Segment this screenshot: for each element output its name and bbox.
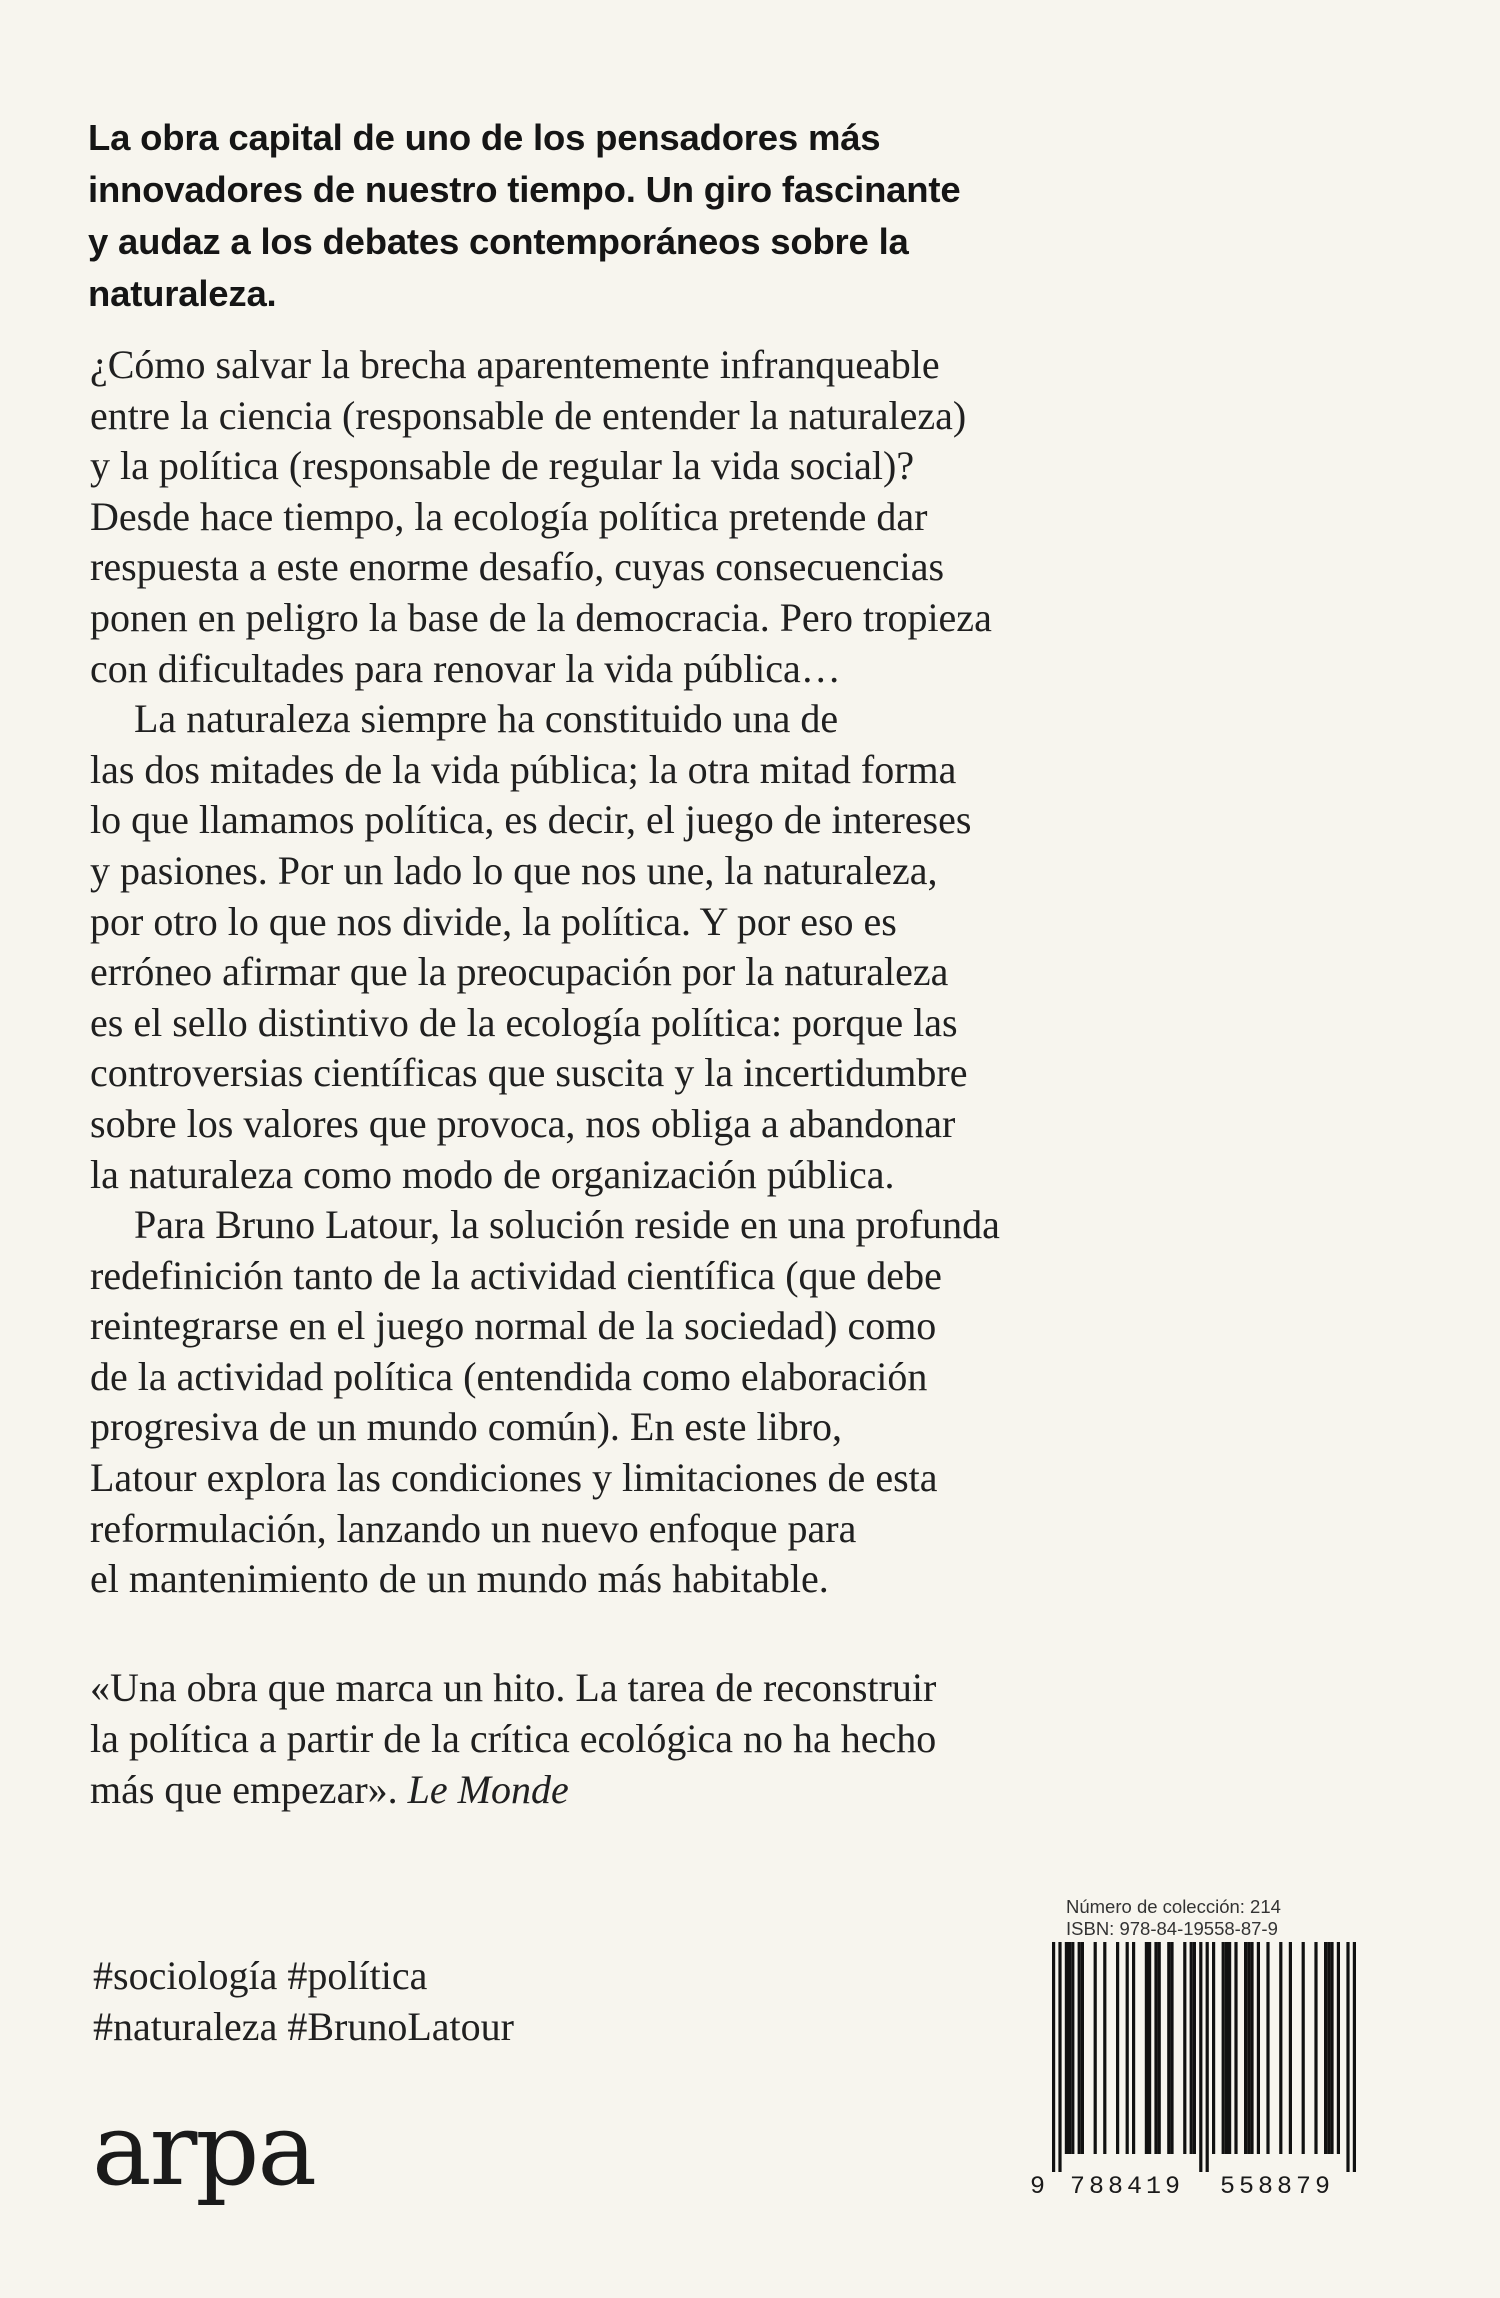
synopsis-line: Para Bruno Latour, la solución reside en una profunda bbox=[134, 1202, 1000, 1248]
barcode-bar bbox=[1154, 1942, 1157, 2154]
synopsis-line: las dos mitades de la vida pública; la otra mitad forma bbox=[90, 746, 957, 792]
barcode-guard-bar bbox=[1199, 1942, 1202, 2172]
quote-source: Le Monde bbox=[407, 1767, 569, 1812]
hashtag-line: #sociología #política bbox=[93, 1953, 428, 1998]
synopsis-line: controversias científicas que suscita y la incertidumbre bbox=[90, 1050, 968, 1096]
barcode-bar bbox=[1167, 1942, 1170, 2154]
barcode-bar bbox=[1103, 1942, 1106, 2154]
barcode-bar bbox=[1225, 1942, 1228, 2154]
barcode-bar bbox=[1145, 1942, 1148, 2154]
quote-line: la política a partir de la crítica ecológica no ha hecho bbox=[90, 1716, 937, 1761]
headline bbox=[88, 112, 1088, 320]
synopsis-line: Latour explora las condiciones y limitaciones de esta bbox=[90, 1455, 938, 1501]
barcode-bar bbox=[1193, 1942, 1196, 2154]
barcode-bar bbox=[1148, 1942, 1151, 2154]
synopsis-line: erróneo afirmar que la preocupación por la naturaleza bbox=[90, 949, 949, 995]
synopsis-line: y pasiones. Por un lado lo que nos une, la naturaleza, bbox=[90, 847, 938, 893]
synopsis-line: y la política (responsable de regular la vida social)? bbox=[90, 443, 915, 489]
headline-line: naturaleza. bbox=[88, 273, 277, 314]
barcode-bar bbox=[1158, 1942, 1161, 2154]
synopsis-line: ponen en peligro la base de la democracia. Pero tropieza bbox=[90, 594, 992, 640]
synopsis-line: la naturaleza como modo de organización pública. bbox=[90, 1151, 895, 1197]
synopsis-line: reformulación, lanzando un nuevo enfoque para bbox=[90, 1505, 857, 1551]
barcode-bar bbox=[1132, 1942, 1135, 2154]
collection-number: Número de colección: 214 bbox=[1066, 1896, 1281, 1917]
barcode bbox=[1030, 1942, 1370, 2172]
barcode-bar bbox=[1247, 1942, 1250, 2154]
barcode-bar bbox=[1279, 1942, 1282, 2154]
barcode-bar bbox=[1126, 1942, 1129, 2154]
barcode-guard-bar bbox=[1353, 1942, 1356, 2172]
barcode-bar bbox=[1327, 1942, 1330, 2154]
barcode-bar bbox=[1314, 1942, 1317, 2154]
barcode-guard-bar bbox=[1058, 1942, 1061, 2172]
barcode-bar bbox=[1170, 1942, 1173, 2154]
synopsis-line: redefinición tanto de la actividad científica (que debe bbox=[90, 1252, 942, 1298]
headline-line: y audaz a los debates contemporáneos sobre la bbox=[88, 221, 909, 262]
barcode-bar bbox=[1222, 1942, 1225, 2154]
barcode-bar bbox=[1081, 1942, 1084, 2154]
synopsis-line: con dificultades para renovar la vida pública… bbox=[90, 645, 841, 691]
barcode-digit-group-left: 788419 bbox=[1070, 2172, 1185, 2201]
synopsis-line: sobre los valores que provoca, nos obliga a abandonar bbox=[90, 1100, 956, 1146]
barcode-guard-bar bbox=[1346, 1942, 1349, 2172]
barcode-bar bbox=[1190, 1942, 1193, 2154]
synopsis-line: de la actividad política (entendida como elaboración bbox=[90, 1353, 928, 1399]
barcode-bar bbox=[1065, 1942, 1068, 2154]
barcode-bar bbox=[1330, 1942, 1333, 2154]
barcode-guard-bar bbox=[1206, 1942, 1209, 2172]
barcode-bar bbox=[1228, 1942, 1231, 2154]
hashtag-line: #naturaleza #BrunoLatour bbox=[93, 2004, 514, 2049]
synopsis-line: es el sello distintivo de la ecología política: porque las bbox=[90, 999, 958, 1045]
barcode-bar bbox=[1068, 1942, 1071, 2154]
synopsis-line: ¿Cómo salvar la brecha aparentemente infranqueable bbox=[90, 342, 940, 387]
barcode-guard-bar bbox=[1052, 1942, 1055, 2172]
barcode-bar bbox=[1302, 1942, 1305, 2154]
quote-line-last bbox=[90, 1764, 1140, 1815]
synopsis-line: progresiva de un mundo común). En este libro, bbox=[90, 1404, 843, 1450]
barcode-bar bbox=[1289, 1942, 1292, 2154]
synopsis-line: reintegrarse en el juego normal de la sociedad) como bbox=[90, 1303, 937, 1349]
barcode-bar bbox=[1183, 1942, 1186, 2154]
quote-line: «Una obra que marca un hito. La tarea de reconstruir bbox=[90, 1665, 937, 1710]
barcode-bar bbox=[1250, 1942, 1253, 2154]
hashtags bbox=[93, 1950, 514, 2052]
synopsis-line: entre la ciencia (responsable de entender la naturaleza) bbox=[90, 392, 967, 438]
barcode-bar bbox=[1078, 1942, 1081, 2154]
press-quote bbox=[90, 1662, 1140, 1815]
barcode-bar bbox=[1266, 1942, 1269, 2154]
headline-line: innovadores de nuestro tiempo. Un giro fascinante bbox=[88, 169, 961, 210]
quote-text: más que empezar». bbox=[90, 1767, 408, 1812]
barcode-digit-group-right: 558879 bbox=[1220, 2172, 1335, 2201]
synopsis-line: por otro lo que nos divide, la política. Y por eso es bbox=[90, 898, 897, 944]
barcode-bar bbox=[1071, 1942, 1074, 2154]
synopsis-line: respuesta a este enorme desafío, cuyas consecuencias bbox=[90, 544, 945, 590]
synopsis-line: el mantenimiento de un mundo más habitable. bbox=[90, 1556, 829, 1602]
synopsis-line: La naturaleza siempre ha constituido una de bbox=[134, 696, 839, 742]
synopsis bbox=[90, 340, 1140, 1605]
barcode-bar bbox=[1116, 1942, 1119, 2154]
synopsis-line: Desde hace tiempo, la ecología política pretende dar bbox=[90, 493, 928, 539]
isbn-text: ISBN: 978-84-19558-87-9 bbox=[1066, 1918, 1278, 1939]
barcode-bars bbox=[1052, 1942, 1356, 2172]
barcode-bar bbox=[1234, 1942, 1237, 2154]
barcode-bar bbox=[1337, 1942, 1340, 2154]
synopsis-line: lo que llamamos política, es decir, el juego de intereses bbox=[90, 797, 972, 843]
barcode-bar bbox=[1094, 1942, 1097, 2154]
headline-line: La obra capital de uno de los pensadores más bbox=[88, 117, 881, 158]
barcode-digit-prefix: 9 bbox=[1030, 2172, 1046, 2201]
barcode-bar bbox=[1244, 1942, 1247, 2154]
barcode-bar bbox=[1324, 1942, 1327, 2154]
barcode-bar bbox=[1257, 1942, 1260, 2154]
catalog-info bbox=[1066, 1896, 1281, 1940]
barcode-bar bbox=[1212, 1942, 1215, 2154]
publisher-logo: arpa bbox=[92, 2091, 316, 2208]
